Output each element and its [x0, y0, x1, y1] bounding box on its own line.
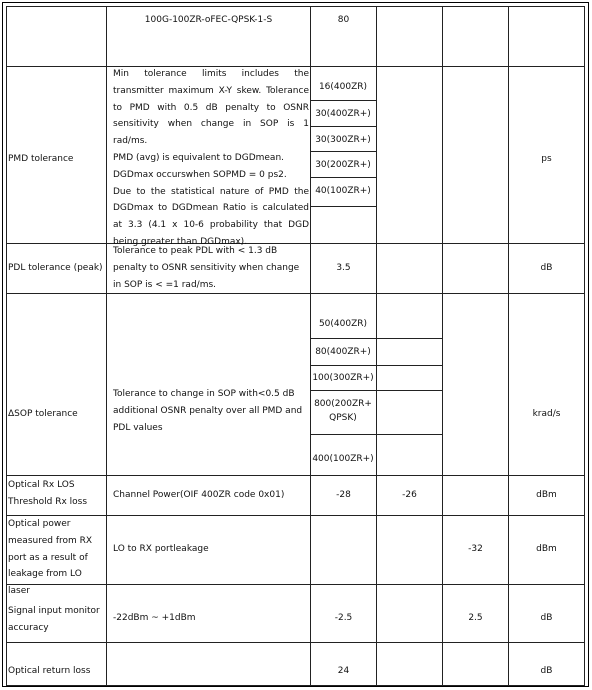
- pmd-value: 30(400ZR+): [315, 109, 371, 119]
- cell-los-param: Optical Rx LOS Threshold Rx loss: [8, 480, 88, 507]
- sub-divider: [310, 206, 376, 207]
- cell-pdl-param: PDL tolerance (peak): [8, 263, 103, 273]
- cell-pdl-desc: Tolerance to peak PDL with < 1.3 dB penalty to OSNR sensitivity when change in SOP is < =1 rad/ms.: [113, 246, 300, 290]
- sub-divider: [310, 100, 376, 101]
- sop-value: 800(200ZR+ QPSK): [314, 399, 372, 423]
- cell-los-min: -28: [336, 490, 351, 500]
- cell-top-value: 80: [337, 15, 350, 25]
- cell-leak-param: Optical power measured from RX port as a result of leakage from LO laser: [8, 519, 93, 597]
- cell-monitor-max: 2.5: [468, 613, 483, 623]
- cell-pmd-unit: ps: [541, 154, 552, 164]
- cell-los-unit: dBm: [536, 490, 557, 500]
- cell-top-label: 100G-100ZR-oFEC-QPSK-1-S: [144, 15, 273, 25]
- sop-value: 400(100ZR+): [312, 454, 374, 464]
- pmd-desc-line: PMD (avg) is equivalent to DGDmean.: [113, 152, 285, 163]
- col-divider: [584, 6, 585, 686]
- cell-los-typ: -26: [402, 490, 417, 500]
- sub-divider: [310, 390, 442, 391]
- cell-monitor-desc: -22dBm ~ +1dBm: [113, 613, 196, 623]
- cell-return-min: 24: [337, 666, 350, 676]
- cell-sop-param: ΔSOP tolerance: [8, 409, 78, 419]
- sub-divider: [310, 126, 376, 127]
- sop-value: 100(300ZR+): [312, 373, 374, 383]
- col-divider: [508, 6, 509, 686]
- spec-table: [6, 6, 585, 686]
- cell-return-param: Optical return loss: [8, 666, 91, 676]
- pmd-value: 40(100ZR+): [315, 186, 371, 196]
- sub-divider: [310, 365, 442, 366]
- pmd-desc-line: DGDmax occurswhen SOPMD = 0 ps2.: [113, 169, 287, 180]
- pmd-desc-line: Min tolerance limits includes the transmitter maximum X-Y skew. Tolerance to PMD with 0.5 dB penalty to OSNR sensitivity when change in SOP is 1 rad/ms.: [113, 69, 309, 147]
- pmd-value: 30(200ZR+): [315, 160, 371, 170]
- cell-monitor-param: Signal input monitor accuracy: [8, 606, 100, 633]
- sub-divider: [310, 177, 376, 178]
- col-divider: [6, 6, 7, 686]
- pmd-value: 16(400ZR): [318, 82, 368, 92]
- cell-leak-max: -32: [468, 544, 483, 554]
- sub-divider: [310, 338, 442, 339]
- pmd-desc-line: Due to the statistical nature of PMD the DGDmax to DGDmean Ratio is calculated at 3.3 (4.1 x 10-6 probability that DGD being greater than DGDmax).: [113, 186, 309, 247]
- row-divider: [6, 475, 585, 476]
- sop-value: 50(400ZR): [318, 319, 368, 329]
- sub-divider: [310, 151, 376, 152]
- table-border-top: [6, 6, 585, 7]
- cell-monitor-unit: dB: [540, 613, 553, 623]
- cell-los-desc: Channel Power(OIF 400ZR code 0x01): [113, 490, 285, 500]
- cell-pmd-desc: [113, 66, 309, 251]
- sub-divider: [310, 434, 442, 435]
- col-divider: [442, 6, 443, 686]
- cell-pdl-value: 3.5: [336, 263, 351, 273]
- cell-leak-desc: LO to RX portleakage: [113, 544, 209, 554]
- row-divider: [6, 642, 585, 643]
- cell-monitor-min: -2.5: [334, 613, 353, 623]
- sop-value: 80(400ZR+): [315, 347, 371, 357]
- cell-pmd-param: PMD tolerance: [8, 154, 74, 164]
- table-border-bottom: [6, 685, 585, 686]
- col-divider: [106, 6, 107, 686]
- cell-sop-desc: Tolerance to change in SOP with<0.5 dB additional OSNR penalty over all PMD and PDL values: [113, 389, 303, 433]
- pmd-value: 30(300ZR+): [315, 135, 371, 145]
- cell-sop-unit: krad/s: [532, 409, 561, 419]
- cell-leak-unit: dBm: [536, 544, 557, 554]
- cell-return-unit: dB: [540, 666, 553, 676]
- col-divider: [376, 6, 377, 686]
- cell-pdl-unit: dB: [540, 263, 553, 273]
